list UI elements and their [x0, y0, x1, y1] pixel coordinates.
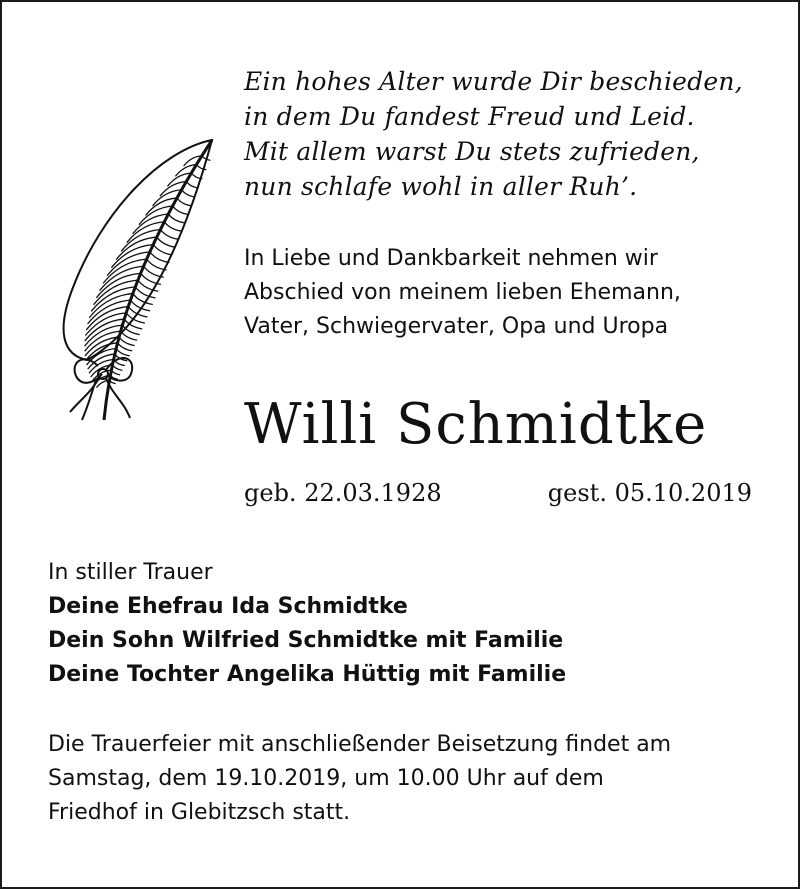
mourners-block — [48, 556, 768, 692]
death-date: gest. 05.10.2019 — [547, 479, 752, 507]
poem-line: nun schlafe wohl in aller Ruh’. — [244, 172, 638, 201]
mourner-name: Dein Sohn Wilfried Schmidtke mit Familie — [48, 628, 564, 653]
intro-line: Vater, Schwiegervater, Opa und Uropa — [244, 314, 669, 339]
birth-date: geb. 22.03.1928 — [244, 479, 442, 507]
ceremony-line: Die Trauerfeier mit anschließender Beisetzung findet am — [48, 732, 672, 757]
mourners-heading: In stiller Trauer — [48, 560, 213, 585]
poem-line: in dem Du fandest Freud und Leid. — [244, 102, 695, 131]
mourner-name: Deine Ehefrau Ida Schmidtke — [48, 594, 408, 619]
farewell-intro — [244, 242, 784, 344]
deceased-name: Willi Schmidtke — [244, 392, 708, 457]
ceremony-line: Samstag, dem 19.10.2019, um 10.00 Uhr auf dem — [48, 766, 604, 791]
intro-line: Abschied von meinem lieben Ehemann, — [244, 280, 681, 305]
intro-line: In Liebe und Dankbarkeit nehmen wir — [244, 246, 658, 271]
feather-with-ribbon-icon — [32, 130, 232, 430]
mourner-name: Deine Tochter Angelika Hüttig mit Familie — [48, 662, 567, 687]
poem-line: Mit allem warst Du stets zufrieden, — [244, 137, 700, 166]
poem-verse — [244, 64, 784, 204]
poem-line: Ein hohes Alter wurde Dir beschieden, — [244, 67, 743, 96]
ceremony-line: Friedhof in Glebitzsch statt. — [48, 800, 351, 825]
ceremony-info — [48, 728, 768, 830]
